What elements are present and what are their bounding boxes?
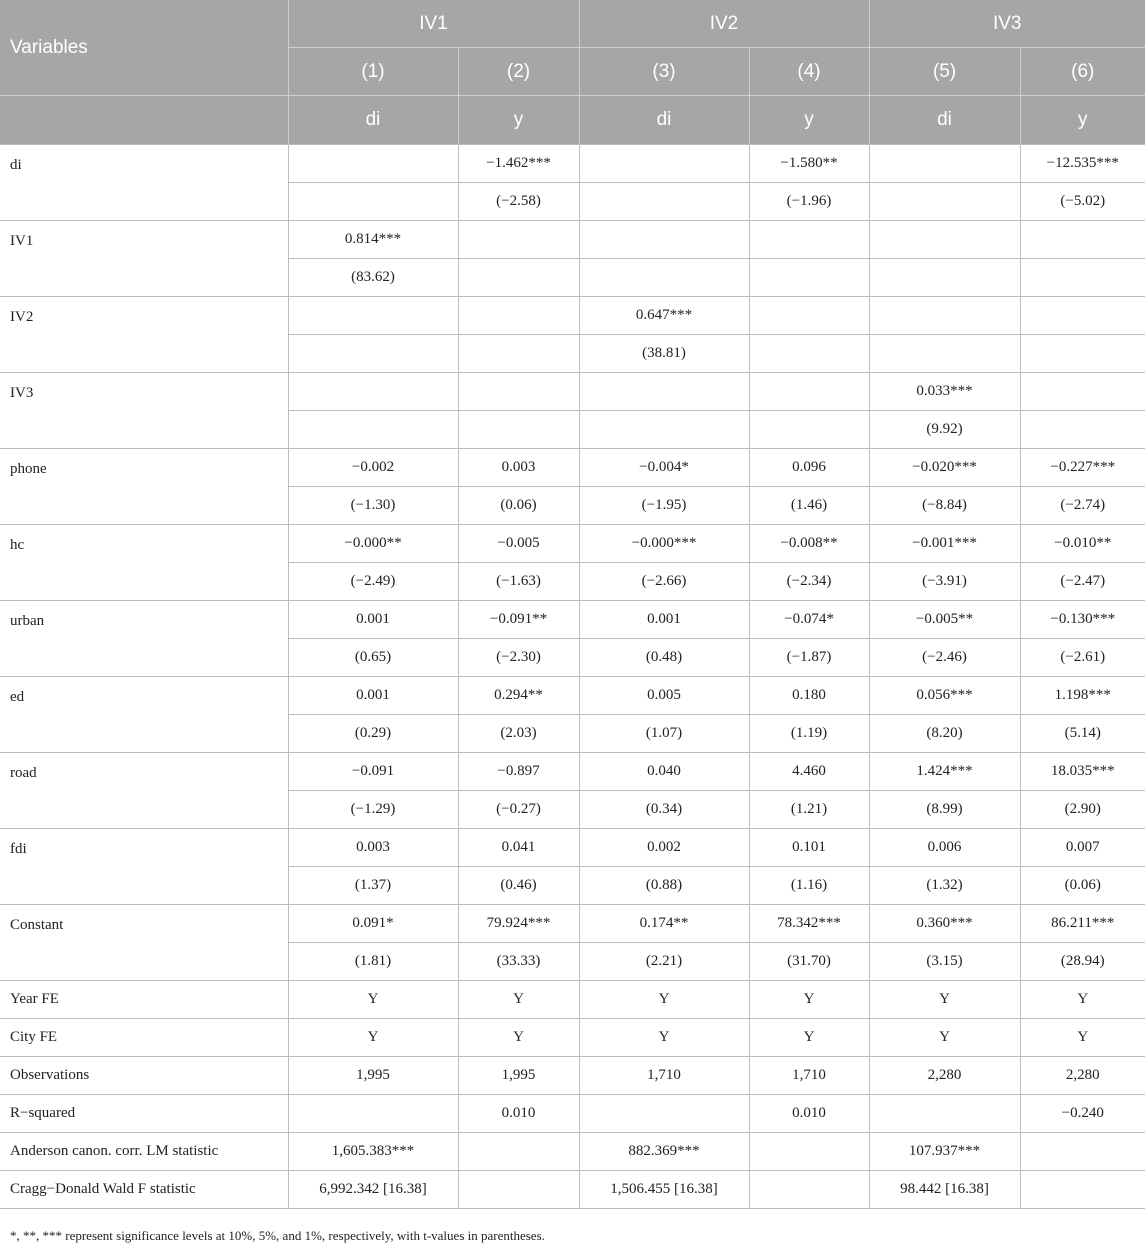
- variable-name: urban: [0, 601, 288, 677]
- stat-cell: Y: [749, 981, 869, 1019]
- stat-cell: 6,992.342 [16.38]: [288, 1171, 458, 1209]
- coef-cell: −0.000***: [579, 525, 749, 563]
- tstat-cell: [288, 411, 458, 449]
- col-number: (4): [749, 48, 869, 96]
- stat-row: [0, 981, 1145, 1019]
- coef-row: [0, 373, 1145, 411]
- dep-var-label: di: [579, 96, 749, 145]
- stat-name: Observations: [0, 1057, 288, 1095]
- tstat-cell: (1.19): [749, 715, 869, 753]
- tstat-cell: (2.03): [458, 715, 579, 753]
- coef-cell: 79.924***: [458, 905, 579, 943]
- tstat-cell: (1.81): [288, 943, 458, 981]
- tstat-cell: [749, 411, 869, 449]
- coef-cell: 78.342***: [749, 905, 869, 943]
- coef-cell: [458, 373, 579, 411]
- stat-cell: [869, 1095, 1020, 1133]
- dep-var-label: y: [458, 96, 579, 145]
- coef-cell: 0.001: [288, 601, 458, 639]
- tstat-cell: (−2.34): [749, 563, 869, 601]
- table-footnote: *, **, *** represent significance levels at 10%, 5%, and 1%, respectively, with t-values in parentheses.: [10, 1228, 545, 1243]
- stat-cell: 1,710: [749, 1057, 869, 1095]
- tstat-cell: (83.62): [288, 259, 458, 297]
- stat-cell: Y: [1020, 1019, 1145, 1057]
- coef-cell: −0.002: [288, 449, 458, 487]
- coef-row: [0, 905, 1145, 943]
- coef-row: [0, 677, 1145, 715]
- coef-cell: 0.007: [1020, 829, 1145, 867]
- coef-cell: 4.460: [749, 753, 869, 791]
- variable-name: fdi: [0, 829, 288, 905]
- tstat-cell: (2.90): [1020, 791, 1145, 829]
- col-number: (2): [458, 48, 579, 96]
- coef-cell: [869, 297, 1020, 335]
- tstat-cell: [579, 183, 749, 221]
- dep-var-label: y: [749, 96, 869, 145]
- stat-cell: Y: [869, 1019, 1020, 1057]
- tstat-cell: [458, 411, 579, 449]
- stat-cell: 0.010: [458, 1095, 579, 1133]
- stat-cell: 1,995: [288, 1057, 458, 1095]
- stat-row: [0, 1133, 1145, 1171]
- col-number: (3): [579, 48, 749, 96]
- tstat-cell: (0.34): [579, 791, 749, 829]
- coef-cell: [1020, 297, 1145, 335]
- coef-cell: 0.001: [288, 677, 458, 715]
- tstat-cell: (−2.49): [288, 563, 458, 601]
- header-group-row: [0, 0, 1145, 48]
- coef-cell: [1020, 373, 1145, 411]
- coef-cell: [288, 373, 458, 411]
- coef-cell: 1.424***: [869, 753, 1020, 791]
- coef-cell: 0.180: [749, 677, 869, 715]
- tstat-cell: (0.88): [579, 867, 749, 905]
- variable-name: Constant: [0, 905, 288, 981]
- tstat-cell: (−2.66): [579, 563, 749, 601]
- stat-cell: 882.369***: [579, 1133, 749, 1171]
- coef-cell: −0.227***: [1020, 449, 1145, 487]
- coef-cell: [579, 221, 749, 259]
- tstat-cell: (−8.84): [869, 487, 1020, 525]
- tstat-cell: [288, 335, 458, 373]
- tstat-cell: (5.14): [1020, 715, 1145, 753]
- tstat-cell: (−2.46): [869, 639, 1020, 677]
- stat-cell: [458, 1171, 579, 1209]
- stat-cell: Y: [579, 981, 749, 1019]
- coef-cell: 0.001: [579, 601, 749, 639]
- coef-row: [0, 221, 1145, 259]
- tstat-cell: (−1.29): [288, 791, 458, 829]
- tstat-cell: (8.99): [869, 791, 1020, 829]
- tstat-cell: [869, 335, 1020, 373]
- tstat-cell: (−1.87): [749, 639, 869, 677]
- tstat-cell: (−1.95): [579, 487, 749, 525]
- tstat-cell: [1020, 411, 1145, 449]
- stat-cell: 2,280: [869, 1057, 1020, 1095]
- coef-row: [0, 297, 1145, 335]
- coef-cell: 18.035***: [1020, 753, 1145, 791]
- tstat-cell: (31.70): [749, 943, 869, 981]
- group-header-iv3: IV3: [869, 0, 1145, 48]
- coef-cell: [749, 221, 869, 259]
- stat-cell: Y: [869, 981, 1020, 1019]
- stat-cell: Y: [579, 1019, 749, 1057]
- tstat-cell: (1.46): [749, 487, 869, 525]
- tstat-cell: (0.46): [458, 867, 579, 905]
- coef-cell: 86.211***: [1020, 905, 1145, 943]
- coef-cell: −0.008**: [749, 525, 869, 563]
- stat-row: [0, 1095, 1145, 1133]
- tstat-cell: (0.06): [1020, 867, 1145, 905]
- tstat-cell: (1.37): [288, 867, 458, 905]
- tstat-cell: (1.07): [579, 715, 749, 753]
- tstat-cell: [579, 259, 749, 297]
- stat-name: R−squared: [0, 1095, 288, 1133]
- tstat-cell: (−2.30): [458, 639, 579, 677]
- tstat-cell: (9.92): [869, 411, 1020, 449]
- stat-row: [0, 1171, 1145, 1209]
- tstat-cell: (−5.02): [1020, 183, 1145, 221]
- coef-cell: 0.096: [749, 449, 869, 487]
- tstat-cell: [869, 183, 1020, 221]
- variables-header: Variables: [0, 0, 288, 96]
- coef-cell: [1020, 221, 1145, 259]
- coef-row: [0, 449, 1145, 487]
- stat-cell: 1,506.455 [16.38]: [579, 1171, 749, 1209]
- group-header-iv2: IV2: [579, 0, 869, 48]
- coef-cell: [288, 297, 458, 335]
- header-depvar-row: [0, 96, 1145, 145]
- coef-cell: 0.647***: [579, 297, 749, 335]
- coef-cell: 0.360***: [869, 905, 1020, 943]
- tstat-cell: [1020, 259, 1145, 297]
- stat-cell: [1020, 1133, 1145, 1171]
- coef-row: [0, 525, 1145, 563]
- coef-cell: [458, 221, 579, 259]
- tstat-cell: (33.33): [458, 943, 579, 981]
- coef-cell: −0.074*: [749, 601, 869, 639]
- tstat-cell: (−2.58): [458, 183, 579, 221]
- coef-cell: 0.002: [579, 829, 749, 867]
- stat-cell: 0.010: [749, 1095, 869, 1133]
- variable-name: road: [0, 753, 288, 829]
- tstat-cell: (38.81): [579, 335, 749, 373]
- tstat-cell: [1020, 335, 1145, 373]
- coef-cell: −0.001***: [869, 525, 1020, 563]
- coef-cell: −0.091**: [458, 601, 579, 639]
- stat-name: Year FE: [0, 981, 288, 1019]
- dep-var-label: y: [1020, 96, 1145, 145]
- stat-cell: 1,605.383***: [288, 1133, 458, 1171]
- coef-cell: −0.020***: [869, 449, 1020, 487]
- stat-cell: [749, 1171, 869, 1209]
- coef-cell: 1.198***: [1020, 677, 1145, 715]
- stat-name: City FE: [0, 1019, 288, 1057]
- stat-cell: Y: [288, 1019, 458, 1057]
- coef-cell: 0.101: [749, 829, 869, 867]
- coef-cell: −1.462***: [458, 145, 579, 183]
- tstat-cell: [288, 183, 458, 221]
- table-body: [0, 145, 1145, 1209]
- stat-cell: 1,710: [579, 1057, 749, 1095]
- dep-var-label: di: [288, 96, 458, 145]
- stat-name: Anderson canon. corr. LM statistic: [0, 1133, 288, 1171]
- coef-cell: 0.174**: [579, 905, 749, 943]
- coef-row: [0, 829, 1145, 867]
- coef-cell: [458, 297, 579, 335]
- tstat-cell: (−2.47): [1020, 563, 1145, 601]
- coef-row: [0, 145, 1145, 183]
- coef-cell: −0.005: [458, 525, 579, 563]
- stat-cell: [458, 1133, 579, 1171]
- coef-cell: −0.130***: [1020, 601, 1145, 639]
- stat-row: [0, 1019, 1145, 1057]
- coef-cell: [579, 373, 749, 411]
- coef-cell: 0.814***: [288, 221, 458, 259]
- tstat-cell: [749, 335, 869, 373]
- variable-name: di: [0, 145, 288, 221]
- coef-cell: 0.033***: [869, 373, 1020, 411]
- tstat-cell: (3.15): [869, 943, 1020, 981]
- coef-cell: [869, 145, 1020, 183]
- tstat-cell: (0.06): [458, 487, 579, 525]
- coef-cell: [869, 221, 1020, 259]
- tstat-cell: (28.94): [1020, 943, 1145, 981]
- coef-cell: [749, 297, 869, 335]
- coef-cell: −0.000**: [288, 525, 458, 563]
- stat-cell: [749, 1133, 869, 1171]
- coef-cell: −0.897: [458, 753, 579, 791]
- col-number: (6): [1020, 48, 1145, 96]
- stat-cell: [1020, 1171, 1145, 1209]
- coef-cell: −0.010**: [1020, 525, 1145, 563]
- tstat-cell: (8.20): [869, 715, 1020, 753]
- tstat-cell: (0.29): [288, 715, 458, 753]
- stat-cell: −0.240: [1020, 1095, 1145, 1133]
- stat-cell: 107.937***: [869, 1133, 1020, 1171]
- variable-name: phone: [0, 449, 288, 525]
- table-header: [0, 0, 1145, 145]
- stat-cell: Y: [458, 981, 579, 1019]
- coef-cell: −0.091: [288, 753, 458, 791]
- coef-cell: −12.535***: [1020, 145, 1145, 183]
- tstat-cell: (−1.96): [749, 183, 869, 221]
- stat-cell: Y: [288, 981, 458, 1019]
- stat-cell: Y: [1020, 981, 1145, 1019]
- tstat-cell: (−2.61): [1020, 639, 1145, 677]
- tstat-cell: (0.48): [579, 639, 749, 677]
- coef-cell: −0.005**: [869, 601, 1020, 639]
- tstat-cell: (−1.30): [288, 487, 458, 525]
- stat-cell: 1,995: [458, 1057, 579, 1095]
- coef-cell: 0.003: [288, 829, 458, 867]
- col-number: (1): [288, 48, 458, 96]
- tstat-cell: [458, 335, 579, 373]
- tstat-cell: [458, 259, 579, 297]
- tstat-cell: [749, 259, 869, 297]
- col-number: (5): [869, 48, 1020, 96]
- variable-name: IV2: [0, 297, 288, 373]
- tstat-cell: (0.65): [288, 639, 458, 677]
- coef-cell: 0.056***: [869, 677, 1020, 715]
- coef-row: [0, 753, 1145, 791]
- tstat-cell: (−2.74): [1020, 487, 1145, 525]
- variable-name: IV1: [0, 221, 288, 297]
- stat-cell: [579, 1095, 749, 1133]
- stat-cell: Y: [458, 1019, 579, 1057]
- coef-cell: −0.004*: [579, 449, 749, 487]
- coef-cell: 0.003: [458, 449, 579, 487]
- coef-cell: [579, 145, 749, 183]
- variable-name: hc: [0, 525, 288, 601]
- variable-name: IV3: [0, 373, 288, 449]
- tstat-cell: [869, 259, 1020, 297]
- variable-name: ed: [0, 677, 288, 753]
- stat-row: [0, 1057, 1145, 1095]
- group-header-iv1: IV1: [288, 0, 579, 48]
- coef-row: [0, 601, 1145, 639]
- coef-cell: 0.006: [869, 829, 1020, 867]
- stat-cell: 98.442 [16.38]: [869, 1171, 1020, 1209]
- stat-cell: Y: [749, 1019, 869, 1057]
- tstat-cell: (1.21): [749, 791, 869, 829]
- stat-name: Cragg−Donald Wald F statistic: [0, 1171, 288, 1209]
- tstat-cell: (1.32): [869, 867, 1020, 905]
- tstat-cell: (1.16): [749, 867, 869, 905]
- coef-cell: 0.091*: [288, 905, 458, 943]
- tstat-cell: (−0.27): [458, 791, 579, 829]
- stat-cell: 2,280: [1020, 1057, 1145, 1095]
- coef-cell: 0.041: [458, 829, 579, 867]
- tstat-cell: (−3.91): [869, 563, 1020, 601]
- coef-cell: 0.294**: [458, 677, 579, 715]
- coef-cell: 0.005: [579, 677, 749, 715]
- stat-cell: [288, 1095, 458, 1133]
- coef-cell: [288, 145, 458, 183]
- coef-cell: [749, 373, 869, 411]
- tstat-cell: [579, 411, 749, 449]
- dep-var-label: di: [869, 96, 1020, 145]
- coef-cell: 0.040: [579, 753, 749, 791]
- header-blank-cell: [0, 96, 288, 145]
- tstat-cell: (2.21): [579, 943, 749, 981]
- coef-cell: −1.580**: [749, 145, 869, 183]
- tstat-cell: (−1.63): [458, 563, 579, 601]
